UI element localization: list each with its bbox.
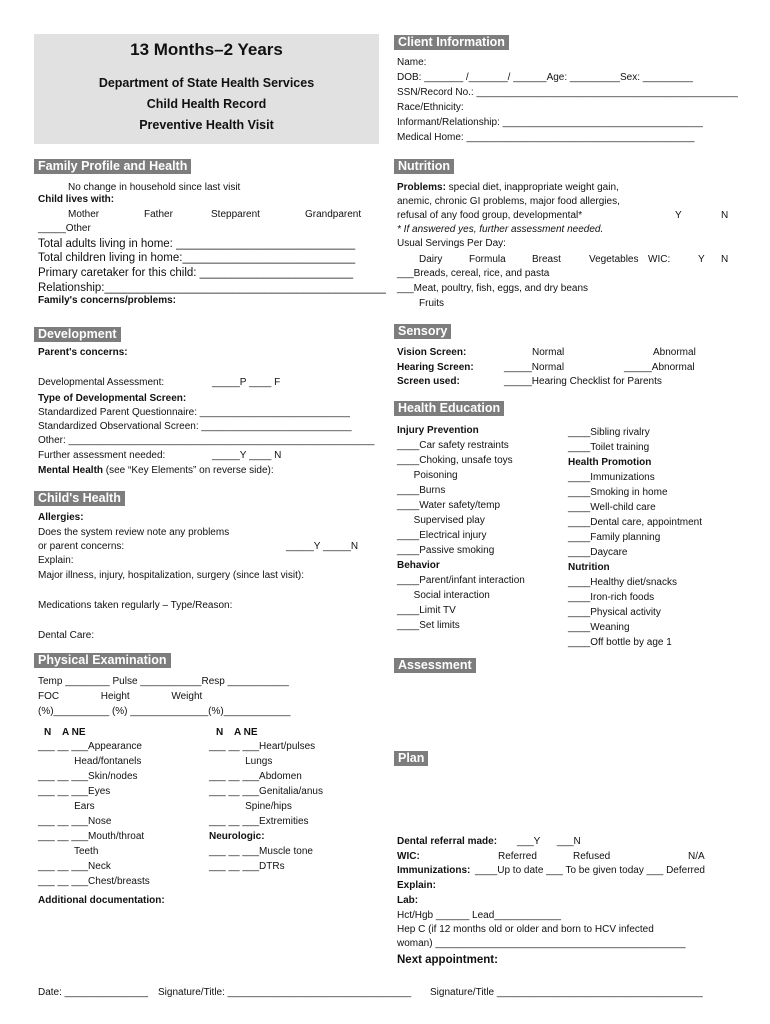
- checklist-item-well-child-care[interactable]: ____Well-child care: [568, 502, 656, 513]
- footer-signature-1[interactable]: Signature/Title: _________________________________: [158, 987, 412, 998]
- checklist-item-skin-nodes[interactable]: ___ __ ___Skin/nodes: [38, 771, 138, 782]
- vitals-row-3[interactable]: (%)__________ (%) ______________(%)____________: [38, 706, 291, 717]
- hep-c-line1: Hep C (if 12 months old or older and born to HCV infected: [397, 924, 654, 935]
- sensory-header: Sensory: [394, 324, 451, 339]
- hearing-normal-option[interactable]: _____Normal: [504, 362, 565, 373]
- nutrition-header: Nutrition: [394, 159, 454, 174]
- client-name-field[interactable]: Name:: [397, 57, 427, 68]
- fruits-option[interactable]: Fruits: [419, 298, 444, 309]
- checklist-item-parent-infant-interaction[interactable]: ____Parent/infant interaction: [397, 575, 525, 586]
- breast-option[interactable]: Breast: [532, 254, 561, 265]
- nutrition-problems-line2: anemic, chronic GI problems, major food allergies,: [397, 196, 620, 207]
- system-review-options[interactable]: _____Y _____N: [286, 541, 359, 552]
- checklist-item-choking-unsafe-toys[interactable]: ____Choking, unsafe toys: [397, 455, 513, 466]
- checklist-item-supervised-play[interactable]: Supervised play: [397, 515, 485, 526]
- system-review-line2: or parent concerns:: [38, 541, 125, 552]
- relationship-field[interactable]: Relationship:____________________________________________: [38, 282, 386, 294]
- checklist-item-burns[interactable]: ____Burns: [397, 485, 446, 496]
- checklist-item-head-fontanels[interactable]: Head/fontanels: [38, 756, 142, 767]
- adults-field[interactable]: Total adults living in home: ____________________________: [38, 238, 356, 250]
- meat-option[interactable]: ___Meat, poultry, fish, eggs, and dry beans: [397, 283, 589, 294]
- vision-abnormal-option[interactable]: Abnormal: [653, 347, 696, 358]
- checklist-item-nose[interactable]: ___ __ ___Nose: [38, 816, 112, 827]
- parents-concerns-label: Parent's concerns:: [38, 347, 128, 358]
- hearing-checklist-option[interactable]: _____Hearing Checklist for Parents: [504, 376, 662, 387]
- vision-normal-option[interactable]: Normal: [532, 347, 565, 358]
- checklist-item-daycare[interactable]: ____Daycare: [568, 547, 628, 558]
- checklist-item-extremities[interactable]: ___ __ ___Extremities: [209, 816, 309, 827]
- nutrition-problems-line1: [397, 182, 619, 194]
- hearing-screen-label: Hearing Screen:: [397, 362, 474, 373]
- checklist-item-ears[interactable]: Ears: [38, 801, 95, 812]
- exam-right-column-header: N A NE: [216, 727, 258, 738]
- hct-lead-field[interactable]: Hct/Hgb ______ Lead____________: [397, 910, 562, 921]
- problems-label: Problems:: [397, 182, 446, 193]
- screen-used-label: Screen used:: [397, 376, 460, 387]
- vitals-row-1[interactable]: Temp ________ Pulse ___________Resp ___________: [38, 676, 289, 687]
- assessment-note: * If answered yes, further assessment needed.: [397, 224, 604, 235]
- section-label-nutrition: Nutrition: [568, 562, 610, 573]
- assessment-header: Assessment: [394, 658, 476, 673]
- hearing-abnormal-option[interactable]: _____Abnormal: [624, 362, 695, 373]
- checklist-item-poisoning[interactable]: Poisoning: [397, 470, 458, 481]
- mother-option[interactable]: Mother: [68, 209, 100, 220]
- dev-screen-type-label: Type of Developmental Screen:: [38, 393, 187, 404]
- mental-health-note: (see “Key Elements” on reverse side):: [103, 465, 274, 476]
- checklist-item-spine-hips[interactable]: Spine/hips: [209, 801, 292, 812]
- nutrition-problems-yes[interactable]: Y: [675, 210, 682, 221]
- checklist-item-teeth[interactable]: Teeth: [38, 846, 99, 857]
- family-profile-header: Family Profile and Health: [34, 159, 191, 174]
- observational-screen-field[interactable]: Standardized Observational Screen: ___________________________: [38, 421, 352, 432]
- wic-na-option[interactable]: N/A: [688, 851, 705, 862]
- client-information-header: Client Information: [394, 35, 509, 50]
- physical-exam-header: Physical Examination: [34, 653, 171, 668]
- checklist-item-electrical-injury[interactable]: ____Electrical injury: [397, 530, 487, 541]
- checklist-item-family-planning[interactable]: ____Family planning: [568, 532, 661, 543]
- nutrition-problems-no[interactable]: N: [721, 210, 729, 221]
- next-appointment-label: Next appointment:: [397, 954, 498, 966]
- dev-assessment-options[interactable]: _____P ____ F: [212, 377, 281, 388]
- section-label-behavior: Behavior: [397, 560, 440, 571]
- allergies-label: Allergies:: [38, 512, 84, 523]
- checklist-item-appearance[interactable]: ___ __ ___Appearance: [38, 741, 142, 752]
- footer-date-field[interactable]: Date: _______________: [38, 987, 149, 998]
- checklist-item-limit-tv[interactable]: ____Limit TV: [397, 605, 456, 616]
- stepparent-option[interactable]: Stepparent: [211, 209, 260, 220]
- visit-type: Preventive Health Visit: [139, 118, 274, 132]
- wic-plan-label: WIC:: [397, 851, 420, 862]
- client-informant-field[interactable]: Informant/Relationship: ____________________________________: [397, 117, 703, 128]
- father-option[interactable]: Father: [144, 209, 173, 220]
- checklist-item-eyes[interactable]: ___ __ ___Eyes: [38, 786, 111, 797]
- footer-signature-2[interactable]: Signature/Title _____________________________________: [430, 987, 703, 998]
- title-box: [34, 34, 379, 144]
- checklist-item-muscle-tone[interactable]: ___ __ ___Muscle tone: [209, 846, 313, 857]
- checklist-item-toilet-training[interactable]: ____Toilet training: [568, 442, 650, 453]
- dev-other-field[interactable]: Other: _______________________________________________________: [38, 435, 375, 446]
- children-field[interactable]: Total children living in home:___________________________: [38, 252, 356, 264]
- parent-questionnaire-field[interactable]: Standardized Parent Questionnaire: ___________________________: [38, 407, 350, 418]
- vision-screen-label: Vision Screen:: [397, 347, 467, 358]
- checklist-item-passive-smoking[interactable]: ____Passive smoking: [397, 545, 495, 556]
- checklist-item-set-limits[interactable]: ____Set limits: [397, 620, 460, 631]
- checklist-item-dtrs[interactable]: ___ __ ___DTRs: [209, 861, 285, 872]
- section-label-health-promotion: Health Promotion: [568, 457, 652, 468]
- major-illness-label: Major illness, injury, hospitalization, surgery (since last visit):: [38, 570, 305, 581]
- no-change-label[interactable]: No change in household since last visit: [68, 182, 241, 193]
- mental-health-line: [38, 465, 274, 477]
- lab-label: Lab:: [397, 895, 419, 906]
- formula-option[interactable]: Formula: [469, 254, 506, 265]
- health-education-header: Health Education: [394, 401, 504, 416]
- checklist-item-abdomen[interactable]: ___ __ ___Abdomen: [209, 771, 302, 782]
- section-label-injury-prevention: Injury Prevention: [397, 425, 479, 436]
- checklist-item-neck[interactable]: ___ __ ___Neck: [38, 861, 111, 872]
- additional-documentation-label: Additional documentation:: [38, 895, 165, 906]
- checklist-item-smoking-in-home[interactable]: ____Smoking in home: [568, 487, 668, 498]
- checklist-item-mouth-throat[interactable]: ___ __ ___Mouth/throat: [38, 831, 145, 842]
- checklist-item-off-bottle-by-age-1[interactable]: ____Off bottle by age 1: [568, 637, 672, 648]
- checklist-item-genitalia-anus[interactable]: ___ __ ___Genitalia/anus: [209, 786, 323, 797]
- development-header: Development: [34, 327, 121, 342]
- lives-with-label: Child lives with:: [38, 194, 115, 205]
- checklist-item-water-safety-temp[interactable]: ____Water safety/temp: [397, 500, 501, 511]
- checklist-item-dental-care-appointment[interactable]: ____Dental care, appointment: [568, 517, 702, 528]
- servings-label: Usual Servings Per Day:: [397, 238, 506, 249]
- wic-no[interactable]: N: [721, 254, 729, 265]
- wic-yes[interactable]: Y: [698, 254, 705, 265]
- wic-referred-option[interactable]: Referred: [498, 851, 537, 862]
- checklist-item-iron-rich-foods[interactable]: ____Iron-rich foods: [568, 592, 655, 603]
- dental-care-label: Dental Care:: [38, 630, 95, 641]
- checklist-item-immunizations[interactable]: ____Immunizations: [568, 472, 655, 483]
- immunizations-options[interactable]: ____Up to date ___ To be given today ___ Deferred: [475, 865, 705, 876]
- further-assessment-label: Further assessment needed:: [38, 450, 166, 461]
- client-medical-home-field[interactable]: Medical Home: _________________________________________: [397, 132, 695, 143]
- explain-label: Explain:: [38, 555, 74, 566]
- dev-assessment-label: Developmental Assessment:: [38, 377, 165, 388]
- client-dob-field[interactable]: DOB: _______ /_______/ ______Age: _________Sex: _________: [397, 72, 693, 83]
- dental-referral-options[interactable]: ___Y ___N: [517, 836, 581, 847]
- further-assessment-options[interactable]: _____Y ____ N: [212, 450, 282, 461]
- checklist-item-healthy-diet-snacks[interactable]: ____Healthy diet/snacks: [568, 577, 677, 588]
- checklist-item-lungs[interactable]: Lungs: [209, 756, 273, 767]
- checklist-item-chest-breasts[interactable]: ___ __ ___Chest/breasts: [38, 876, 150, 887]
- nutrition-problems-line3: refusal of any food group, developmental*: [397, 210, 583, 221]
- client-ssn-field[interactable]: SSN/Record No.: _______________________________________________: [397, 87, 738, 98]
- checklist-item-physical-activity[interactable]: ____Physical activity: [568, 607, 661, 618]
- plan-header: Plan: [394, 751, 428, 766]
- checklist-item-weaning[interactable]: ____Weaning: [568, 622, 630, 633]
- plan-explain-label: Explain:: [397, 880, 436, 891]
- vegetables-option[interactable]: Vegetables: [589, 254, 639, 265]
- childs-health-header: Child's Health: [34, 491, 125, 506]
- family-concerns-label: Family's concerns/problems:: [38, 295, 176, 306]
- neurologic-label: Neurologic:: [209, 831, 265, 842]
- checklist-item-sibling-rivalry[interactable]: ____Sibling rivalry: [568, 427, 650, 438]
- wic-label: WIC:: [648, 254, 671, 265]
- client-race-field[interactable]: Race/Ethnicity:: [397, 102, 464, 113]
- form-title: 13 Months–2 Years: [130, 40, 283, 59]
- medications-label: Medications taken regularly – Type/Reason:: [38, 600, 233, 611]
- immunizations-label: Immunizations:: [397, 865, 471, 876]
- dairy-option[interactable]: Dairy: [419, 254, 443, 265]
- wic-refused-option[interactable]: Refused: [573, 851, 611, 862]
- checklist-item-heart-pulses[interactable]: ___ __ ___Heart/pulses: [209, 741, 316, 752]
- exam-left-column-header: N A NE: [44, 727, 86, 738]
- department-name: Department of State Health Services: [98, 76, 315, 90]
- other-option[interactable]: _____Other: [38, 223, 91, 234]
- breads-option[interactable]: ___Breads, cereal, rice, and pasta: [397, 268, 550, 279]
- caretaker-field[interactable]: Primary caretaker for this child: ________________________: [38, 267, 354, 279]
- record-name: Child Health Record: [146, 97, 267, 111]
- checklist-item-social-interaction[interactable]: Social interaction: [397, 590, 490, 601]
- problems-text: special diet, inappropriate weight gain,: [445, 182, 619, 193]
- system-review-line1: Does the system review note any problems: [38, 527, 230, 538]
- checklist-item-car-safety-restraints[interactable]: ____Car safety restraints: [397, 440, 509, 451]
- grandparent-option[interactable]: Grandparent: [305, 209, 362, 220]
- mental-health-label: Mental Health: [38, 465, 104, 476]
- vitals-row-2: FOC Height Weight: [38, 691, 203, 702]
- dental-referral-label: Dental referral made:: [397, 836, 498, 847]
- hep-c-line2[interactable]: woman) _____________________________________________: [397, 938, 686, 949]
